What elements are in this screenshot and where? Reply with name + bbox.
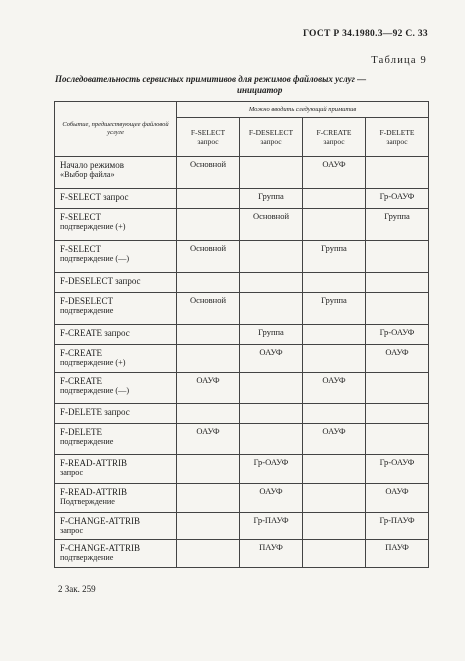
mode-cell: Гр-ПАУФ: [240, 513, 303, 540]
mode-cell: Основной: [177, 241, 240, 273]
table-row: [55, 157, 429, 189]
event-cell: [55, 209, 177, 241]
event-name: F-CHANGE-ATTRIB: [60, 516, 140, 526]
mode-cell: Группа: [240, 325, 303, 345]
event-detail: подтверждение (+): [60, 358, 126, 367]
mode-cell: [240, 273, 303, 293]
table-row: [55, 241, 429, 273]
mode-cell: [303, 513, 366, 540]
mode-cell: [303, 209, 366, 241]
mode-cell: [177, 484, 240, 513]
mode-cell: [366, 241, 429, 273]
mode-cell: [177, 189, 240, 209]
column-header-name: F-DESELECT: [248, 128, 294, 137]
column-header-type: запрос: [386, 137, 408, 146]
table-row: [55, 189, 429, 209]
event-cell: [55, 484, 177, 513]
event-cell: [55, 345, 177, 373]
mode-cell: ОАУФ: [366, 345, 429, 373]
mode-cell: [303, 325, 366, 345]
mode-cell: [303, 189, 366, 209]
mode-cell: [177, 540, 240, 568]
mode-cell: [177, 345, 240, 373]
column-header: [366, 118, 429, 157]
page-header: ГОСТ Р 34.1980.3—92 С. 33: [302, 29, 428, 39]
column-header-type: запрос: [260, 137, 282, 146]
column-header: [240, 118, 303, 157]
event-detail: подтверждение: [60, 553, 114, 562]
table-row: [55, 345, 429, 373]
mode-cell: Основной: [177, 157, 240, 189]
table-row: [55, 540, 429, 568]
mode-cell: [177, 325, 240, 345]
event-detail: подтверждение (+): [60, 222, 126, 231]
mode-cell: [240, 404, 303, 424]
mode-cell: ОАУФ: [240, 345, 303, 373]
mode-cell: ОАУФ: [303, 373, 366, 404]
mode-cell: ОАУФ: [177, 424, 240, 455]
event-name: F-SELECT запрос: [60, 192, 129, 202]
mode-cell: ОАУФ: [240, 484, 303, 513]
table-row: [55, 484, 429, 513]
page-footer: 2 Зак. 259: [58, 584, 96, 594]
event-name: F-READ-ATTRIB: [60, 487, 127, 497]
column-header-type: запрос: [323, 137, 345, 146]
table-title-line2: инициатор: [237, 85, 283, 95]
table-row: [55, 455, 429, 484]
table-row: [55, 273, 429, 293]
mode-cell: Гр-ОАУФ: [366, 189, 429, 209]
mode-cell: [240, 293, 303, 325]
event-detail: подтверждение: [60, 437, 114, 446]
mode-cell: [177, 273, 240, 293]
mode-cell: Группа: [303, 241, 366, 273]
mode-cell: ПАУФ: [366, 540, 429, 568]
event-column-header: Событие, предшествующее файловой услуге: [55, 102, 177, 157]
event-cell: [55, 373, 177, 404]
table-row: [55, 513, 429, 540]
event-name: F-DESELECT: [60, 296, 113, 306]
column-header: [177, 118, 240, 157]
event-detail: Подтверждение: [60, 497, 115, 506]
mode-cell: [366, 293, 429, 325]
table-row: [55, 293, 429, 325]
mode-cell: [303, 404, 366, 424]
mode-cell: [240, 424, 303, 455]
mode-cell: Группа: [366, 209, 429, 241]
mode-cell: Гр-ПАУФ: [366, 513, 429, 540]
mode-cell: [177, 209, 240, 241]
event-name: F-DELETE: [60, 427, 102, 437]
event-name: F-DELETE запрос: [60, 407, 130, 417]
mode-cell: Основной: [177, 293, 240, 325]
table-row: [55, 373, 429, 404]
mode-cell: ОАУФ: [303, 157, 366, 189]
mode-cell: Гр-ОАУФ: [366, 455, 429, 484]
mode-cell: Гр-ОАУФ: [240, 455, 303, 484]
event-detail: подтверждение: [60, 306, 114, 315]
event-name: F-CREATE запрос: [60, 328, 130, 338]
mode-cell: [177, 455, 240, 484]
mode-cell: [240, 157, 303, 189]
event-cell: [55, 241, 177, 273]
mode-cell: ОАУФ: [366, 484, 429, 513]
event-name: Начало режимов: [60, 160, 124, 170]
event-detail: запрос: [60, 468, 84, 477]
mode-cell: [240, 241, 303, 273]
event-detail: подтверждение (—): [60, 386, 130, 395]
event-cell: [55, 189, 177, 209]
mode-cell: Группа: [303, 293, 366, 325]
event-name: F-SELECT: [60, 212, 102, 222]
mode-cell: ОАУФ: [303, 424, 366, 455]
mode-cell: [303, 455, 366, 484]
event-detail: подтверждение (—): [60, 254, 130, 263]
primitives-table: [54, 101, 429, 568]
mode-cell: [303, 273, 366, 293]
next-primitive-header: Можно вводить следующий примитив: [177, 102, 429, 118]
column-header: [303, 118, 366, 157]
event-cell: [55, 455, 177, 484]
table-title: [55, 74, 435, 96]
event-name: F-DESELECT запрос: [60, 276, 141, 286]
mode-cell: ОАУФ: [177, 373, 240, 404]
event-name: F-READ-ATTRIB: [60, 458, 127, 468]
mode-cell: [366, 424, 429, 455]
event-cell: [55, 293, 177, 325]
mode-cell: Гр-ОАУФ: [366, 325, 429, 345]
event-cell: [55, 404, 177, 424]
mode-cell: [303, 345, 366, 373]
mode-cell: ПАУФ: [240, 540, 303, 568]
mode-cell: Основной: [240, 209, 303, 241]
event-cell: [55, 424, 177, 455]
table-number: Таблица 9: [371, 55, 427, 66]
event-name: F-CREATE: [60, 376, 103, 386]
mode-cell: [366, 373, 429, 404]
mode-cell: [366, 273, 429, 293]
mode-cell: [366, 157, 429, 189]
mode-cell: [177, 513, 240, 540]
table-title-line1: Последовательность сервисных примитивов для режимов файловых услуг —: [55, 74, 367, 84]
event-cell: [55, 157, 177, 189]
mode-cell: [303, 540, 366, 568]
mode-cell: [177, 404, 240, 424]
event-name: F-CREATE: [60, 348, 103, 358]
event-cell: [55, 273, 177, 293]
table-row: [55, 424, 429, 455]
event-detail: запрос: [60, 526, 84, 535]
event-cell: [55, 513, 177, 540]
event-cell: [55, 325, 177, 345]
event-name: F-CHANGE-ATTRIB: [60, 543, 140, 553]
table-row: [55, 404, 429, 424]
event-cell: [55, 540, 177, 568]
event-detail: «Выбор файла»: [60, 170, 115, 179]
mode-cell: [240, 373, 303, 404]
mode-cell: [366, 404, 429, 424]
table-row: [55, 325, 429, 345]
mode-cell: Группа: [240, 189, 303, 209]
column-header-name: F-DELETE: [379, 128, 415, 137]
table-row: [55, 209, 429, 241]
column-header-name: F-SELECT: [190, 128, 226, 137]
mode-cell: [303, 484, 366, 513]
event-name: F-SELECT: [60, 244, 102, 254]
column-header-type: запрос: [197, 137, 219, 146]
column-header-name: F-CREATE: [316, 128, 352, 137]
